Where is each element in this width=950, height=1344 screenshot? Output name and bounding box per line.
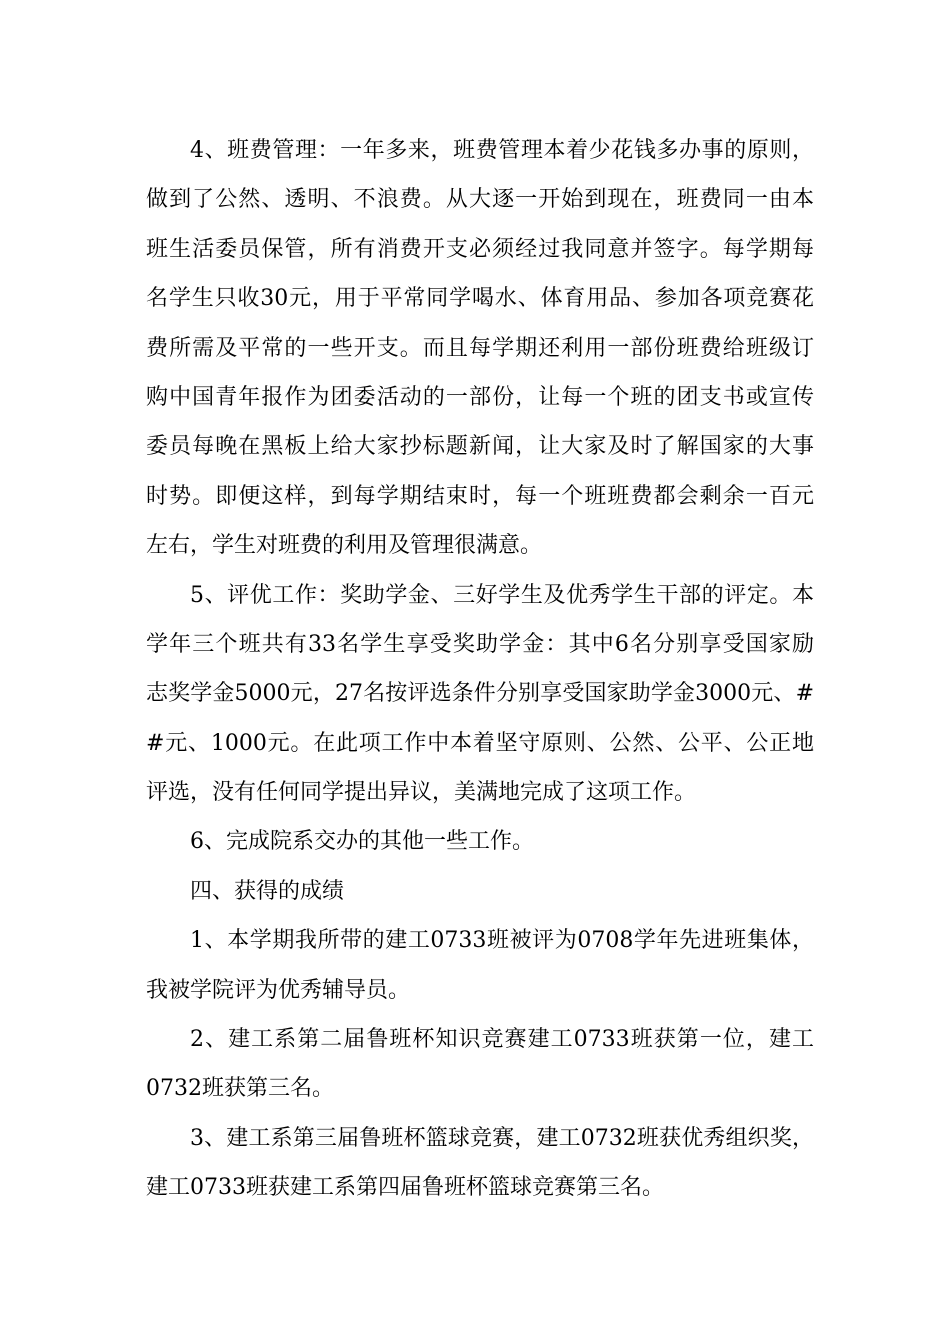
section-heading-achievements — [146, 867, 814, 916]
text-line: 志奖学金5000元，27名按评选条件分别享受国家助学金3000元、# — [146, 681, 814, 707]
paragraph-other-tasks — [146, 817, 814, 866]
text-line: 我被学院评为优秀辅导员。 — [146, 977, 411, 1003]
text-line: 4、班费管理：一年多来，班费管理本着少花钱多办事的原则， — [190, 138, 814, 163]
text-line: 1、本学期我所带的建工0733班被评为0708学年先进班集体， — [190, 928, 814, 954]
text-line: 学年三个班共有33名学生享受奖助学金：其中6名分别享受国家励 — [146, 631, 814, 657]
text-line: 左右，学生对班费的利用及管理很满意。 — [146, 533, 543, 559]
text-line: 2、建工系第二届鲁班杯知识竞赛建工0733班获第一位，建工 — [190, 1027, 814, 1053]
paragraph-fee-management — [146, 126, 814, 571]
paragraph-achievement-2 — [146, 1015, 814, 1114]
text-line: 6、完成院系交办的其他一些工作。 — [190, 829, 534, 855]
text-line: 委员每晚在黑板上给大家抄标题新闻，让大家及时了解国家的大事 — [146, 434, 814, 460]
section-heading: 四、获得的成绩 — [190, 878, 345, 904]
text-line: 建工0733班获建工系第四届鲁班杯篮球竞赛第三名。 — [146, 1175, 664, 1201]
paragraph-achievement-3 — [146, 1114, 814, 1213]
paragraph-achievement-1 — [146, 916, 814, 1015]
text-line: 名学生只收30元，用于平常同学喝水、体育用品、参加各项竞赛花 — [146, 286, 814, 312]
text-line: 评选，没有任何同学提出异议，美满地完成了这项工作。 — [146, 780, 697, 806]
text-line: 时势。即便这样，到每学期结束时，每一个班班费都会剩余一百元 — [146, 483, 814, 509]
text-line: 3、建工系第三届鲁班杯篮球竞赛，建工0732班获优秀组织奖， — [190, 1125, 814, 1151]
text-line: 班生活委员保管，所有消费开支必须经过我同意并签字。每学期每 — [146, 236, 814, 262]
text-line: 购中国青年报作为团委活动的一部份，让每一个班的团支书或宣传 — [146, 384, 814, 410]
document-body — [146, 126, 814, 1213]
text-line: #元、1000元。在此项工作中本着坚守原则、公然、公平、公正地 — [146, 730, 814, 756]
text-line: 做到了公然、透明、不浪费。从大逐一开始到现在，班费同一由本 — [146, 187, 814, 213]
text-line: 5、评优工作：奖助学金、三好学生及优秀学生干部的评定。本 — [190, 582, 814, 608]
text-line: 费所需及平常的一些开支。而且每学期还利用一部份班费给班级订 — [146, 335, 814, 361]
text-line: 0732班获第三名。 — [146, 1076, 334, 1102]
paragraph-awards-selection — [146, 571, 814, 818]
